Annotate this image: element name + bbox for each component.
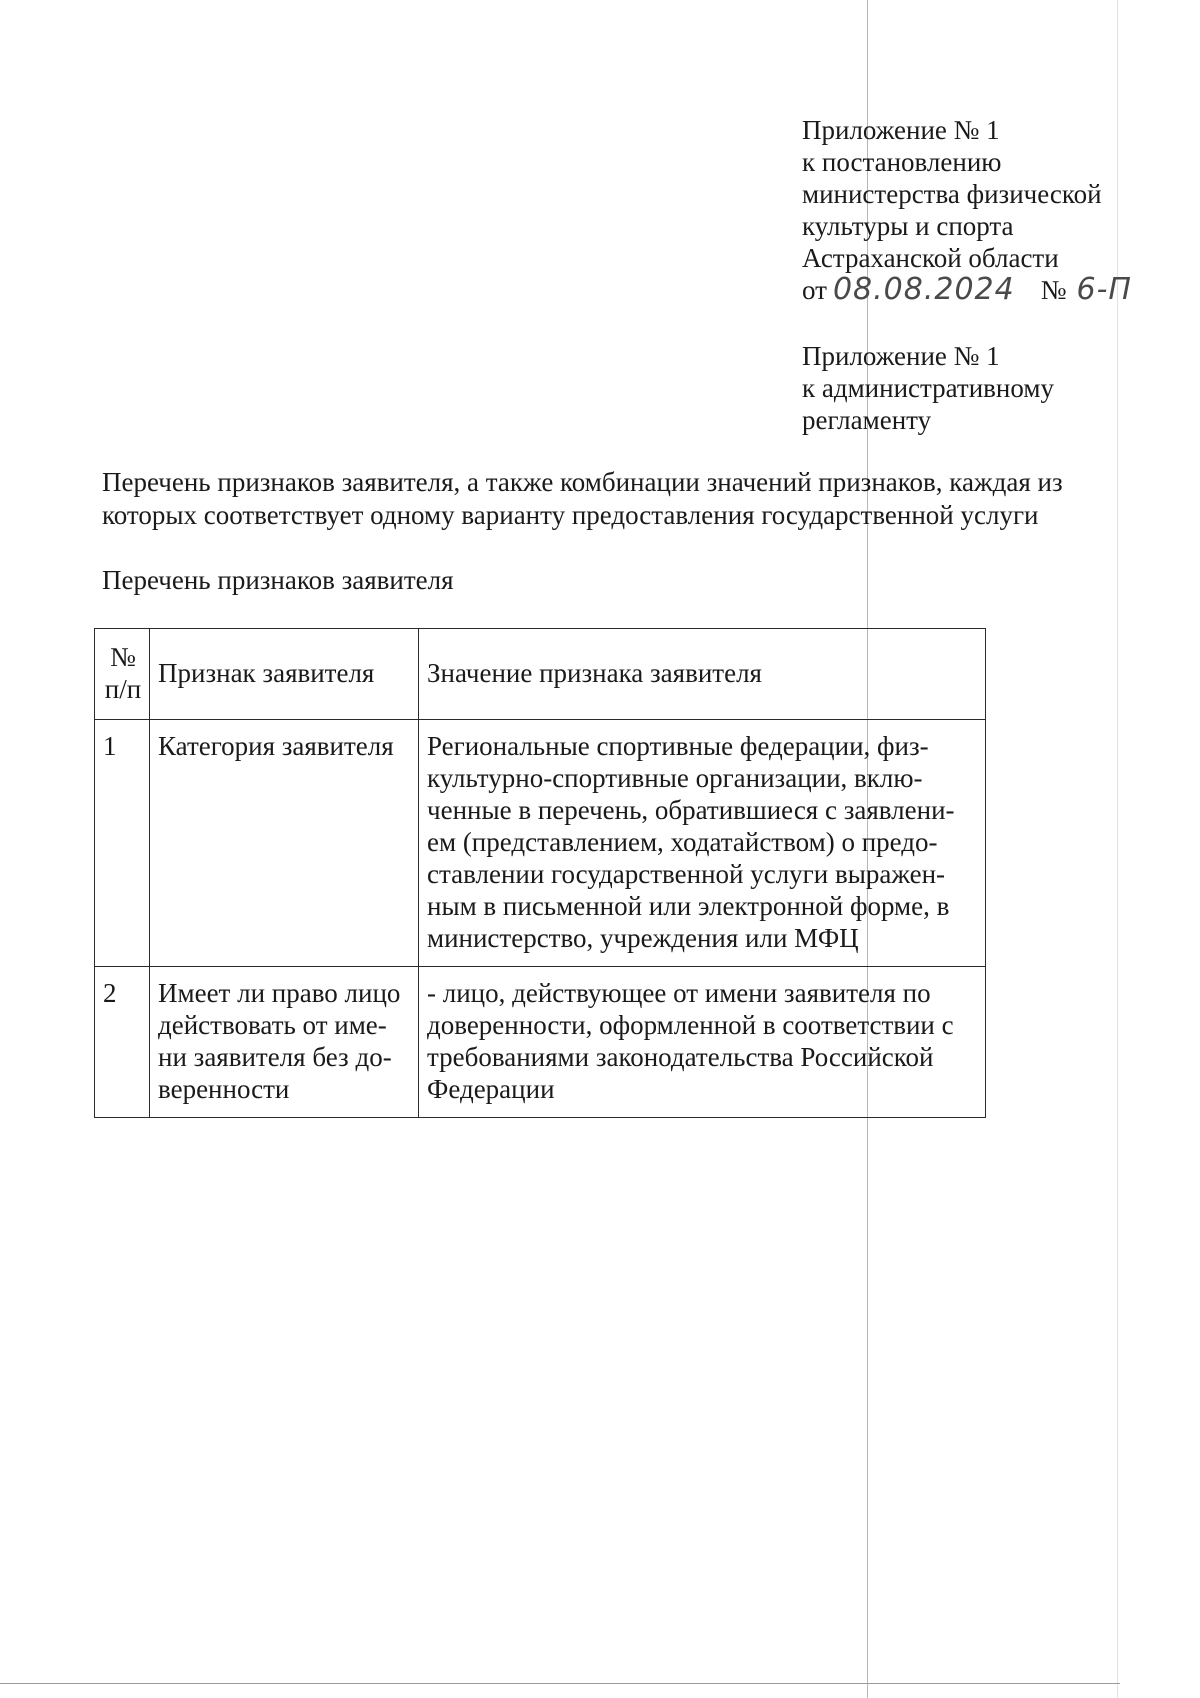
appendix-line: к административному (802, 373, 1054, 403)
appendix-line: Приложение № 1 (802, 115, 1000, 145)
handwritten-date: 08.08.2024 (832, 272, 1015, 307)
appendix-line: Астраханской области (802, 243, 1059, 273)
header-attribute: Признак заявителя (150, 629, 419, 720)
row-number: 2 (95, 967, 150, 1118)
table-row (95, 967, 986, 1118)
scan-artifact-bottom-edge (0, 1683, 1120, 1684)
appendix-line: регламенту (802, 405, 932, 435)
title-line: Перечень признаков заявителя, а также комбинации значений признаков, каждая из (102, 467, 1063, 497)
row-value: - лицо, действующее от имени заявителя по доверенности, оформленной в соответствии с требованиями законодательства Российской Федерации (419, 967, 986, 1118)
appendix-line: культуры и спорта (802, 211, 1014, 241)
handwritten-number: 6-П (1076, 272, 1132, 307)
header-num: № п/п (95, 629, 150, 720)
number-prefix: № (1040, 275, 1067, 305)
applicant-criteria-table (94, 628, 986, 1118)
table-row (95, 720, 986, 967)
row-attribute: Категория заявителя (150, 720, 419, 967)
document-title (102, 466, 1122, 532)
date-prefix: от (802, 275, 827, 305)
row-number: 1 (95, 720, 150, 967)
appendix-line: министерства физической (802, 179, 1102, 209)
section-heading: Перечень признаков заявителя (102, 565, 454, 595)
date-number-line (802, 274, 1132, 306)
title-line: которых соответствует одному варианту предоставления государственной услуги (102, 500, 1039, 530)
row-value: Региональные спортивные федерации, физ- культурно-спортивные организации, вклю- ченные в перечень, обратившиеся с заявлени- ем (представлением, ходатайством) о предо- ставлении государственной услуги выражен- ным в письменной или электронной форме, в министерство, учреждения или МФЦ (419, 720, 986, 967)
appendix-line: к постановлению (802, 147, 1002, 177)
row-attribute: Имеет ли право лицо действовать от име- ни заявителя без до- веренности (150, 967, 419, 1118)
table-header-row (95, 629, 986, 720)
appendix-header-regulation (802, 340, 1132, 436)
header-value: Значение признака заявителя (419, 629, 986, 720)
appendix-header-resolution (802, 114, 1132, 306)
appendix-line: Приложение № 1 (802, 341, 1000, 371)
